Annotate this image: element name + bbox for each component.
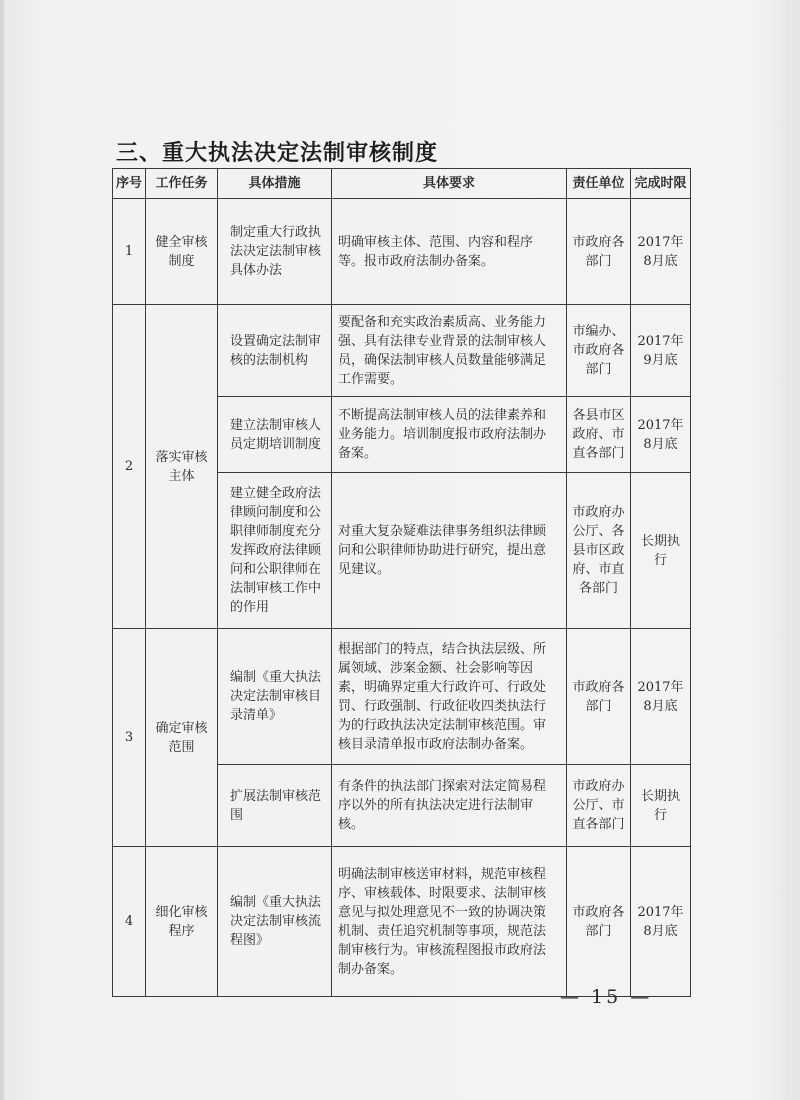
row-requirement: 对重大复杂疑难法律事务组织法律顾问和公职律师协助进行研究，提出意见建议。 (332, 473, 567, 629)
row-measure: 扩展法制审核范围 (218, 765, 332, 847)
table-row (113, 847, 691, 997)
row-time: 2017年8月底 (631, 629, 691, 765)
row-unit: 市政府各部门 (567, 629, 631, 765)
row-time: 2017年8月底 (631, 199, 691, 305)
row-time: 2017年8月底 (631, 397, 691, 473)
header-no: 序号 (113, 169, 146, 199)
row-measure: 制定重大行政执法决定法制审核具体办法 (218, 199, 332, 305)
page-number: — 15 — (560, 986, 653, 1008)
table-header-row (113, 169, 691, 199)
row-unit: 市编办、市政府各部门 (567, 305, 631, 397)
row-unit: 市政府办公厅、各县市区政府、市直各部门 (567, 473, 631, 629)
row-requirement: 明确审核主体、范围、内容和程序等。报市政府法制办备案。 (332, 199, 567, 305)
row-task: 细化审核程序 (146, 847, 218, 997)
row-measure: 建立健全政府法律顾问制度和公职律师制度充分发挥政府法律顾问和公职律师在法制审核工作中的作用 (218, 473, 332, 629)
row-measure: 建立法制审核人员定期培训制度 (218, 397, 332, 473)
table-row (113, 199, 691, 305)
row-no: 3 (113, 629, 146, 847)
section-title: 三、重大执法决定法制审核制度 (116, 141, 439, 166)
row-no: 4 (113, 847, 146, 997)
row-no: 1 (113, 199, 146, 305)
header-task: 工作任务 (146, 169, 218, 199)
header-requirement: 具体要求 (332, 169, 567, 199)
row-unit: 市政府办公厅、市直各部门 (567, 765, 631, 847)
page-edge-shadow (0, 0, 4, 1100)
row-measure: 设置确定法制审核的法制机构 (218, 305, 332, 397)
row-requirement: 有条件的执法部门探索对法定简易程序以外的所有执法决定进行法制审核。 (332, 765, 567, 847)
row-requirement: 要配备和充实政治素质高、业务能力强、具有法律专业背景的法制审核人员，确保法制审核人员数量能够满足工作需要。 (332, 305, 567, 397)
row-measure: 编制《重大执法决定法制审核目录清单》 (218, 629, 332, 765)
table-row (113, 305, 691, 397)
row-time: 2017年8月底 (631, 847, 691, 997)
row-task: 确定审核范围 (146, 629, 218, 847)
row-requirement: 不断提高法制审核人员的法律素养和业务能力。培训制度报市政府法制办备案。 (332, 397, 567, 473)
table-row (113, 629, 691, 765)
row-no: 2 (113, 305, 146, 629)
row-requirement: 明确法制审核送审材料，规范审核程序、审核载体、时限要求、法制审核意见与拟处理意见不一致的协调决策机制、责任追究机制等事项，规范法制审核行为。审核流程图报市政府法制办备案。 (332, 847, 567, 997)
row-measure: 编制《重大执法决定法制审核流程图》 (218, 847, 332, 997)
rules-table (112, 168, 691, 997)
row-time: 2017年9月底 (631, 305, 691, 397)
row-requirement: 根据部门的特点，结合执法层级、所属领域、涉案金额、社会影响等因素，明确界定重大行政许可、行政处罚、行政强制、行政征收四类执法行为的行政执法决定法制审核范围。审核目录清单报市政府法制办备案。 (332, 629, 567, 765)
row-time: 长期执行 (631, 765, 691, 847)
row-unit: 市政府各部门 (567, 847, 631, 997)
row-unit: 各县市区政府、市直各部门 (567, 397, 631, 473)
header-time: 完成时限 (631, 169, 691, 199)
header-unit: 责任单位 (567, 169, 631, 199)
row-task: 落实审核主体 (146, 305, 218, 629)
row-unit: 市政府各部门 (567, 199, 631, 305)
row-task: 健全审核制度 (146, 199, 218, 305)
row-time: 长期执行 (631, 473, 691, 629)
header-measure: 具体措施 (218, 169, 332, 199)
